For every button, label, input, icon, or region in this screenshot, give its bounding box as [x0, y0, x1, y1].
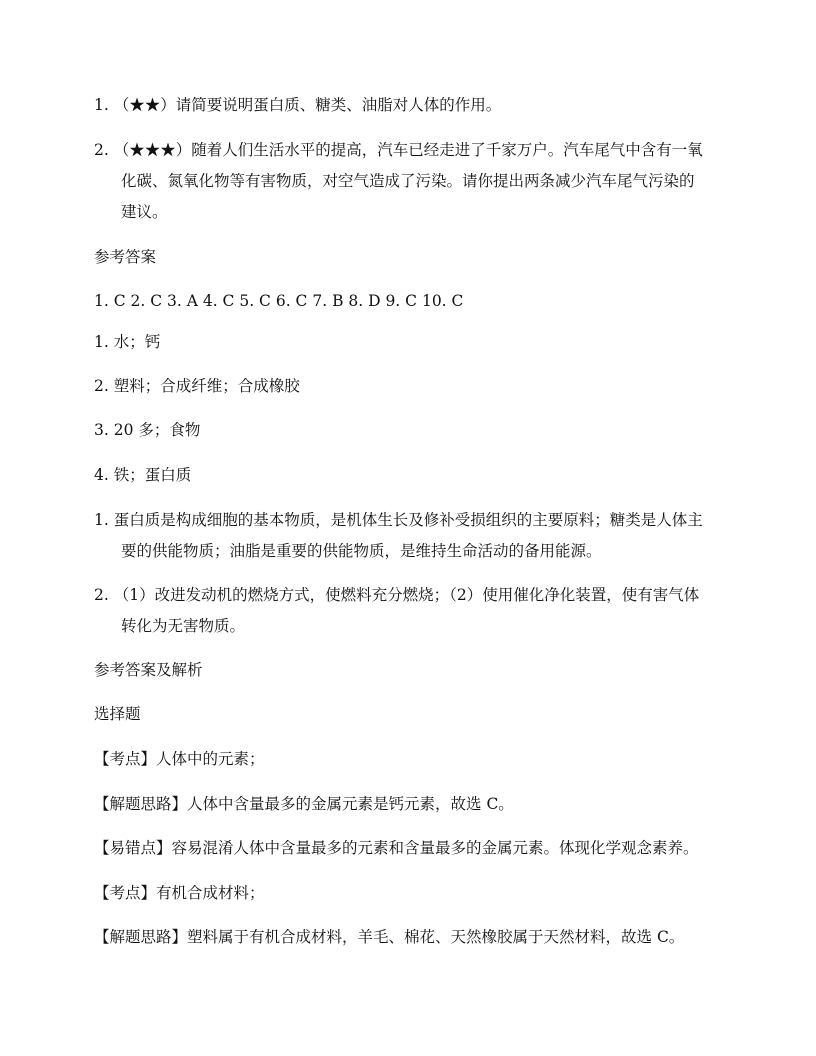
analysis-item [94, 878, 724, 909]
short-answer-1-line-1: 1. 蛋白质是构成细胞的基本物质，是机体生长及修补受损组织的主要原料；糖类是人体主 [94, 511, 703, 529]
fill-answer-3: 3. 20 多；食物 [94, 421, 201, 439]
fill-answer-1: 1. 水；钙 [94, 333, 161, 351]
analysis-tag: 【考点】 [94, 884, 157, 902]
analysis-heading: 参考答案及解析 [94, 661, 203, 679]
analysis-tag: 【易错点】 [94, 839, 172, 857]
fill-answer-4: 4. 铁；蛋白质 [94, 466, 192, 484]
analysis-tag: 【考点】 [94, 750, 157, 768]
analysis-item [94, 833, 724, 864]
question-2-line-2: 化碳、氮氧化物等有害物质，对空气造成了污染。请你提出两条减少汽车尾气污染的 [121, 172, 695, 190]
question-2 [94, 135, 724, 228]
analysis-text: 人体中含量最多的金属元素是钙元素，故选 C。 [187, 795, 514, 813]
analysis-item [94, 922, 724, 953]
analysis-text: 塑料属于有机合成材料，羊毛、棉花、天然橡胶属于天然材料，故选 C。 [187, 928, 685, 946]
question-1-line-1: 1. （★★）请简要说明蛋白质、糖类、油脂对人体的作用。 [94, 96, 502, 114]
short-answer-1 [94, 505, 724, 567]
analysis-tag: 【解题思路】 [94, 928, 188, 946]
short-answer-2-line-2: 转化为无害物质。 [121, 617, 246, 635]
analysis-text: 容易混淆人体中含量最多的元素和含量最多的金属元素。体现化学观念素养。 [171, 839, 699, 857]
analysis-text: 有机合成材料； [156, 884, 265, 902]
choice-answers: 1. C 2. C 3. A 4. C 5. C 6. C 7. B 8. D 9. C 10. C [94, 292, 464, 310]
question-2-line-1: 2. （★★★）随着人们生活水平的提高，汽车已经走进了千家万户。汽车尾气中含有一氧 [94, 141, 703, 159]
analysis-tag: 【解题思路】 [94, 795, 188, 813]
analysis-section-title: 选择题 [94, 705, 141, 723]
short-answer-2-line-1: 2. （1）改进发动机的燃烧方式，使燃料充分燃烧；（2）使用催化净化装置，使有害气体 [94, 586, 700, 604]
analysis-item [94, 744, 724, 775]
analysis-text: 人体中的元素； [156, 750, 265, 768]
answers-heading: 参考答案 [94, 248, 157, 266]
short-answer-1-line-2: 要的供能物质；油脂是重要的供能物质，是维持生命活动的备用能源。 [121, 542, 602, 560]
question-2-line-3: 建议。 [121, 203, 168, 221]
fill-answer-2: 2. 塑料；合成纤维；合成橡胶 [94, 377, 300, 395]
question-1 [94, 90, 724, 121]
analysis-item [94, 789, 724, 820]
short-answer-2 [94, 580, 724, 642]
